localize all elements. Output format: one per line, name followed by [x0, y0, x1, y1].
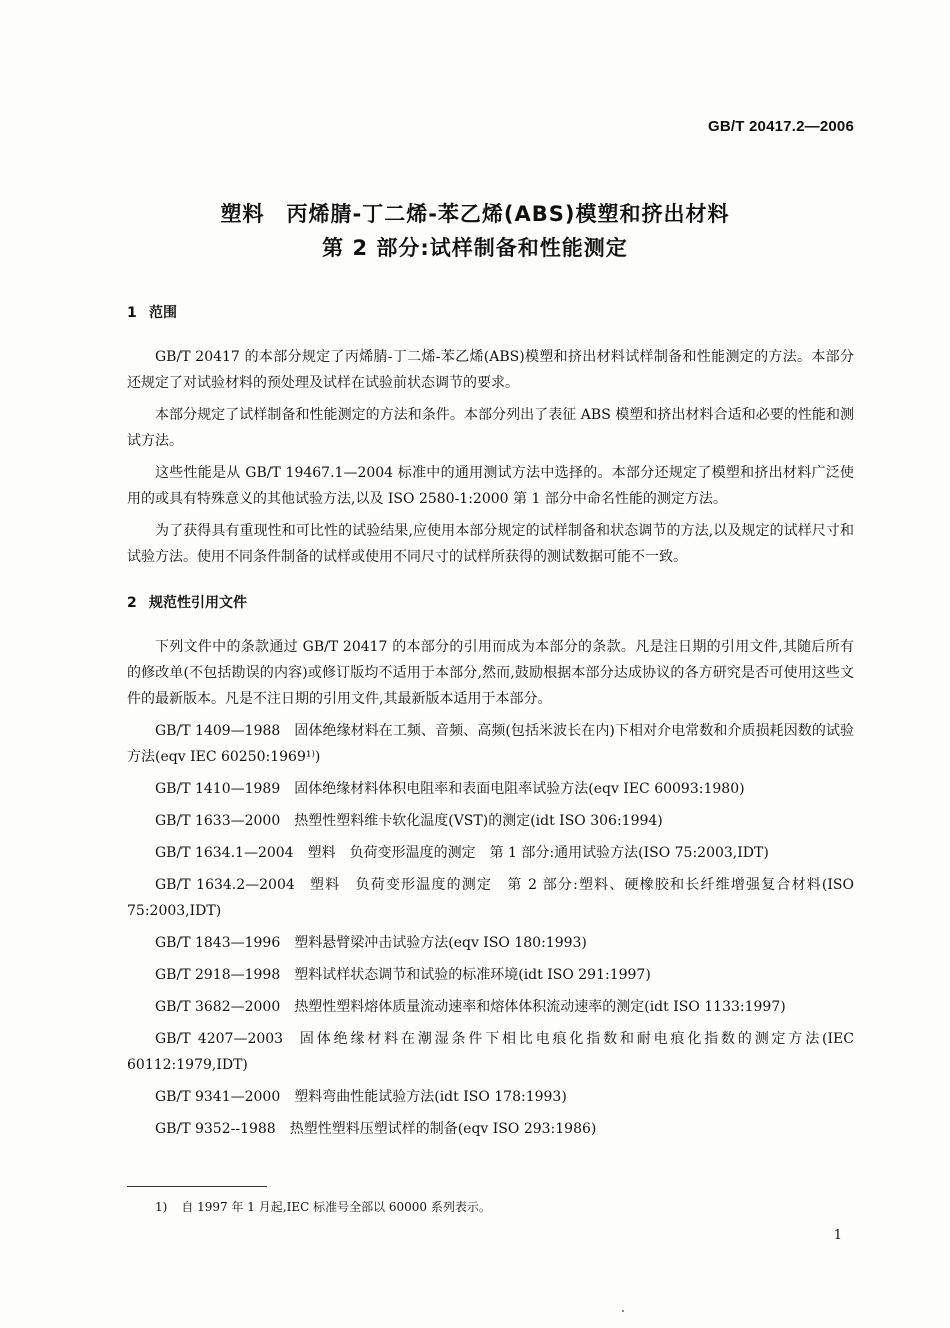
reference-title: 固体绝缘材料在潮湿条件下相比电痕化指数和耐电痕化指数的测定方法(IEC 60112:1979,IDT) [127, 1031, 854, 1073]
reference-item [127, 1026, 854, 1078]
scan-speck [622, 1310, 624, 1312]
section-1-title: 范围 [149, 305, 177, 321]
reference-code: GB/T 4207—2003 [155, 1031, 284, 1047]
reference-item [127, 840, 854, 866]
reference-item [127, 930, 854, 956]
reference-title: 热塑性塑料熔体质量流动速率和熔体体积流动速率的测定(idt ISO 1133:1997) [294, 999, 786, 1015]
section-2-intro: 下列文件中的条款通过 GB/T 20417 的本部分的引用而成为本部分的条款。凡是注日期的引用文件,其随后所有的修改单(不包括勘误的内容)或修订版均不适用于本部分,然而,鼓励根据本部分达成协议的各方研究是否可使用这些文件的最新版本。凡是不注日期的引用文件,其最新版本适用于本部分。 [127, 639, 854, 707]
section-2-heading [127, 590, 854, 616]
footnote [155, 1198, 491, 1215]
reference-code: GB/T 1634.2—2004 [155, 877, 295, 893]
reference-item [127, 1116, 854, 1142]
reference-item [127, 808, 854, 834]
reference-item [127, 872, 854, 924]
reference-item [127, 962, 854, 988]
reference-code: GB/T 1843—1996 [155, 935, 281, 951]
reference-title: 固体绝缘材料在工频、音频、高频(包括米波长在内)下相对介电常数和介质损耗因数的试验方法(eqv IEC 60250:1969¹⁾) [127, 723, 855, 765]
footnote-marker: 1) [155, 1200, 168, 1214]
reference-item [127, 1084, 854, 1110]
reference-title: 塑料 负荷变形温度的测定 第 2 部分:塑料、硬橡胶和长纤维增强复合材料(ISO 75:2003,IDT) [127, 877, 854, 919]
footnote-text: 自 1997 年 1 月起,IEC 标准号全部以 60000 系列表示。 [181, 1200, 491, 1214]
reference-title: 塑料试样状态调节和试验的标准环境(idt ISO 291:1997) [294, 967, 651, 983]
reference-code: GB/T 1634.1—2004 [155, 845, 294, 861]
document-title-line2: 第 2 部分:试样制备和性能测定 [322, 236, 628, 260]
reference-code: GB/T 1633—2000 [155, 813, 281, 829]
section-2-title: 规范性引用文件 [149, 595, 247, 611]
document-title-line1: 塑料 丙烯腈-丁二烯-苯乙烯(ABS)模塑和挤出材料 [220, 202, 730, 226]
reference-title: 塑料悬臂梁冲击试验方法(eqv ISO 180:1993) [294, 935, 587, 951]
section-1-heading [127, 300, 854, 326]
reference-code: GB/T 1409—1988 [155, 723, 281, 739]
reference-item [127, 718, 854, 770]
section-2-number: 2 [127, 595, 137, 611]
section-1-paragraph: 这些性能是从 GB/T 19467.1—2004 标准中的通用测试方法中选择的。本部分还规定了模塑和挤出材料广泛使用的或具有特殊意义的其他试验方法,以及 ISO 2580-1:2000 第 1 部分中命名性能的测定方法。 [127, 465, 854, 507]
reference-code: GB/T 9352--1988 [155, 1121, 276, 1137]
reference-code: GB/T 1410—1989 [155, 781, 281, 797]
reference-item [127, 994, 854, 1020]
reference-title: 热塑性塑料压塑试样的制备(eqv ISO 293:1986) [289, 1121, 597, 1137]
standard-code: GB/T 20417.2—2006 [708, 118, 854, 135]
page-number: 1 [833, 1228, 842, 1243]
reference-code: GB/T 9341—2000 [155, 1089, 281, 1105]
reference-code: GB/T 2918—1998 [155, 967, 281, 983]
reference-title: 热塑性塑料维卡软化温度(VST)的测定(idt ISO 306:1994) [294, 813, 663, 829]
document-body [127, 300, 854, 1148]
reference-code: GB/T 3682—2000 [155, 999, 281, 1015]
section-1-paragraph: GB/T 20417 的本部分规定了丙烯腈-丁二烯-苯乙烯(ABS)模塑和挤出材料试样制备和性能测定的方法。本部分还规定了对试验材料的预处理及试样在试验前状态调节的要求。 [127, 349, 854, 391]
footnote-divider [127, 1186, 267, 1187]
reference-item [127, 776, 854, 802]
section-1-paragraph: 为了获得具有重现性和可比性的试验结果,应使用本部分规定的试样制备和状态调节的方法,以及规定的试样尺寸和试验方法。使用不同条件制备的试样或使用不同尺寸的试样所获得的测试数据可能不一致。 [127, 523, 854, 565]
section-1-paragraph: 本部分规定了试样制备和性能测定的方法和条件。本部分列出了表征 ABS 模塑和挤出材料合适和必要的性能和测试方法。 [127, 407, 854, 449]
reference-title: 固体绝缘材料体积电阻率和表面电阻率试验方法(eqv IEC 60093:1980) [294, 781, 745, 797]
section-1-number: 1 [127, 305, 137, 321]
reference-title: 塑料 负荷变形温度的测定 第 1 部分:通用试验方法(ISO 75:2003,IDT) [307, 845, 769, 861]
reference-title: 塑料弯曲性能试验方法(idt ISO 178:1993) [294, 1089, 567, 1105]
